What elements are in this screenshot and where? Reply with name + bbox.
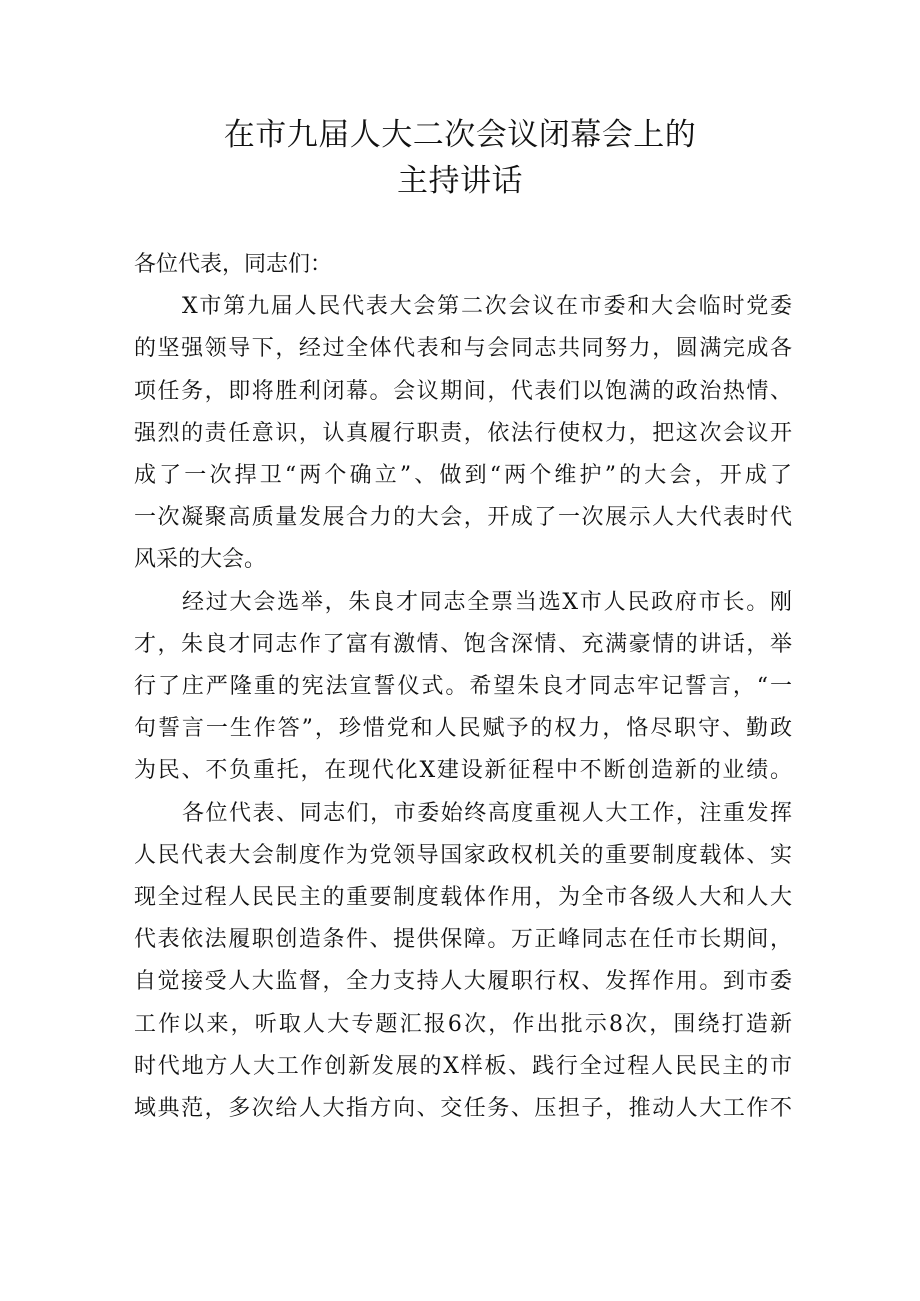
paragraph-line: X市第九届人民代表大会第二次会议在市委和大会临时党委 <box>182 294 792 320</box>
paragraph-line: 成了一次捍卫“两个确立”、做到“两个维护”的大会，开成了 <box>134 463 792 489</box>
paragraph-line: 域典范，多次给人大指方向、交任务、压担子，推动人大工作不 <box>134 1096 792 1122</box>
paragraph-line: 代表依法履职创造条件、提供保障。万正峰同志在任市长期间， <box>134 927 792 953</box>
paragraph-line: 强烈的责任意识，认真履行职责，依法行使权力，把这次会议开 <box>134 420 792 446</box>
paragraph-line: 项任务，即将胜利闭幕。会议期间，代表们以饱满的政治热情、 <box>134 378 792 404</box>
paragraph-line: 的坚强领导下，经过全体代表和与会同志共同努力，圆满完成各 <box>134 336 792 362</box>
paragraph-line: 工作以来，听取人大专题汇报6次，作出批示8次，围绕打造新 <box>134 1011 792 1037</box>
paragraph-line: 句誓言一生作答”，珍惜党和人民赋予的权力，恪尽职守、勤政 <box>134 716 792 742</box>
paragraph-line: 经过大会选举，朱良才同志全票当选X市人民政府市长。刚 <box>182 589 792 615</box>
document-body <box>134 244 792 1130</box>
paragraph-line: 风采的大会。 <box>134 547 267 573</box>
paragraph-line: 自觉接受人大监督，全力支持人大履职行权、发挥作用。到市委 <box>134 969 792 995</box>
paragraph-line: 为民、不负重托，在现代化X建设新征程中不断创造新的业绩。 <box>134 758 792 784</box>
paragraph-line: 一次凝聚高质量发展合力的大会，开成了一次展示人大代表时代 <box>134 505 792 531</box>
salutation: 各位代表，同志们： <box>134 252 333 277</box>
paragraph-1 <box>134 286 792 581</box>
title-line-1: 在市九届人大二次会议闭幕会上的 <box>223 117 697 153</box>
paragraph-line: 各位代表、同志们，市委始终高度重视人大工作，注重发挥 <box>182 800 792 826</box>
title-line-2: 主持讲话 <box>397 163 523 199</box>
paragraph-line: 时代地方人大工作创新发展的X样板、践行全过程人民民主的市 <box>134 1053 792 1079</box>
paragraph-3 <box>134 793 792 1131</box>
paragraph-line: 人民代表大会制度作为党领导国家政权机关的重要制度载体、实 <box>134 842 792 868</box>
document-title <box>0 112 920 204</box>
paragraph-line: 现全过程人民民主的重要制度载体作用，为全市各级人大和人大 <box>134 885 792 911</box>
paragraph-2 <box>134 582 792 793</box>
paragraph-line: 才，朱良才同志作了富有激情、饱含深情、充满豪情的讲话，举 <box>134 631 792 657</box>
paragraph-line: 行了庄严隆重的宪法宣誓仪式。希望朱良才同志牢记誓言，“一 <box>134 674 792 700</box>
